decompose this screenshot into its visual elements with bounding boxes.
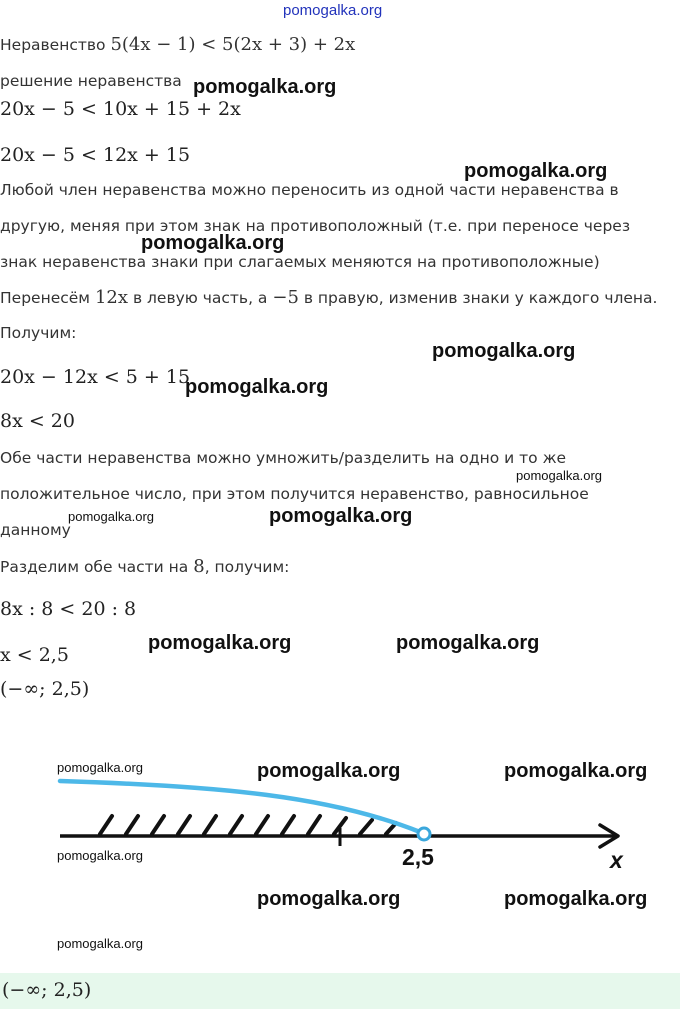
move-term-2: −5 — [272, 287, 299, 308]
step-6: x < 2,5 — [0, 644, 69, 666]
move-line — [0, 287, 657, 308]
watermark: pomogalka.org — [504, 760, 648, 782]
rule1-line-c: знак неравенства знаки при слагаемых меняются на противоположные) — [0, 253, 600, 271]
solution-label: решение неравенства — [0, 72, 182, 90]
watermark-top: pomogalka.org — [283, 2, 383, 19]
watermark: pomogalka.org — [257, 760, 401, 782]
axis-label: x — [610, 847, 623, 873]
answer-text: (−∞; 2,5) — [2, 979, 92, 1001]
step-1: 20x − 5 < 10x + 15 + 2x — [0, 98, 241, 120]
watermark: pomogalka.org — [68, 509, 154, 524]
watermark: pomogalka.org — [504, 888, 648, 910]
watermark: pomogalka.org — [148, 632, 292, 654]
hatch-marks — [100, 816, 396, 834]
watermark: pomogalka.org — [269, 505, 413, 527]
move-term-1: 12x — [94, 287, 128, 308]
inequality-label: Неравенство — [0, 36, 106, 54]
get-label-1: Получим: — [0, 324, 77, 342]
move-text-b: в левую часть, а — [132, 289, 268, 307]
watermark: pomogalka.org — [193, 76, 337, 98]
rule2-line-c: данному — [0, 521, 71, 539]
open-point — [418, 828, 430, 840]
watermark: pomogalka.org — [464, 160, 608, 182]
watermark: pomogalka.org — [432, 340, 576, 362]
rule1-line-a: Любой член неравенства можно переносить из одной части неравенства в — [0, 181, 619, 199]
watermark: pomogalka.org — [185, 376, 329, 398]
watermark: pomogalka.org — [57, 936, 143, 951]
divide-number: 8 — [193, 556, 205, 577]
step-4: 8x < 20 — [0, 410, 75, 432]
inequality-expression: 5(4x − 1) < 5(2x + 3) + 2x — [110, 34, 356, 55]
answer-box — [0, 973, 680, 1009]
divide-text-b: , получим: — [204, 558, 290, 576]
rule2-line-a: Обе части неравенства можно умножить/разделить на одно и то же — [0, 449, 567, 467]
watermark: pomogalka.org — [57, 760, 143, 775]
interval-line: (−∞; 2,5) — [0, 678, 90, 700]
point-label: 2,5 — [402, 844, 434, 870]
divide-line — [0, 556, 289, 577]
move-text-a: Перенесём — [0, 289, 90, 307]
move-text-c: в правую, изменив знаки у каждого члена. — [303, 289, 658, 307]
divide-text-a: Разделим обе части на — [0, 558, 189, 576]
watermark: pomogalka.org — [516, 468, 602, 483]
watermark: pomogalka.org — [57, 848, 143, 863]
step-5: 8x : 8 < 20 : 8 — [0, 598, 137, 620]
rule1-line-b: другую, меняя при этом знак на противоположный (т.е. при переносе через — [0, 217, 631, 235]
inequality-line — [0, 34, 355, 55]
watermark: pomogalka.org — [396, 632, 540, 654]
step-2: 20x − 5 < 12x + 15 — [0, 144, 191, 166]
watermark: pomogalka.org — [257, 888, 401, 910]
watermark: pomogalka.org — [141, 232, 285, 254]
rule2-line-b: положительное число, при этом получится неравенство, равносильное — [0, 485, 589, 503]
step-3: 20x − 12x < 5 + 15 — [0, 366, 191, 388]
